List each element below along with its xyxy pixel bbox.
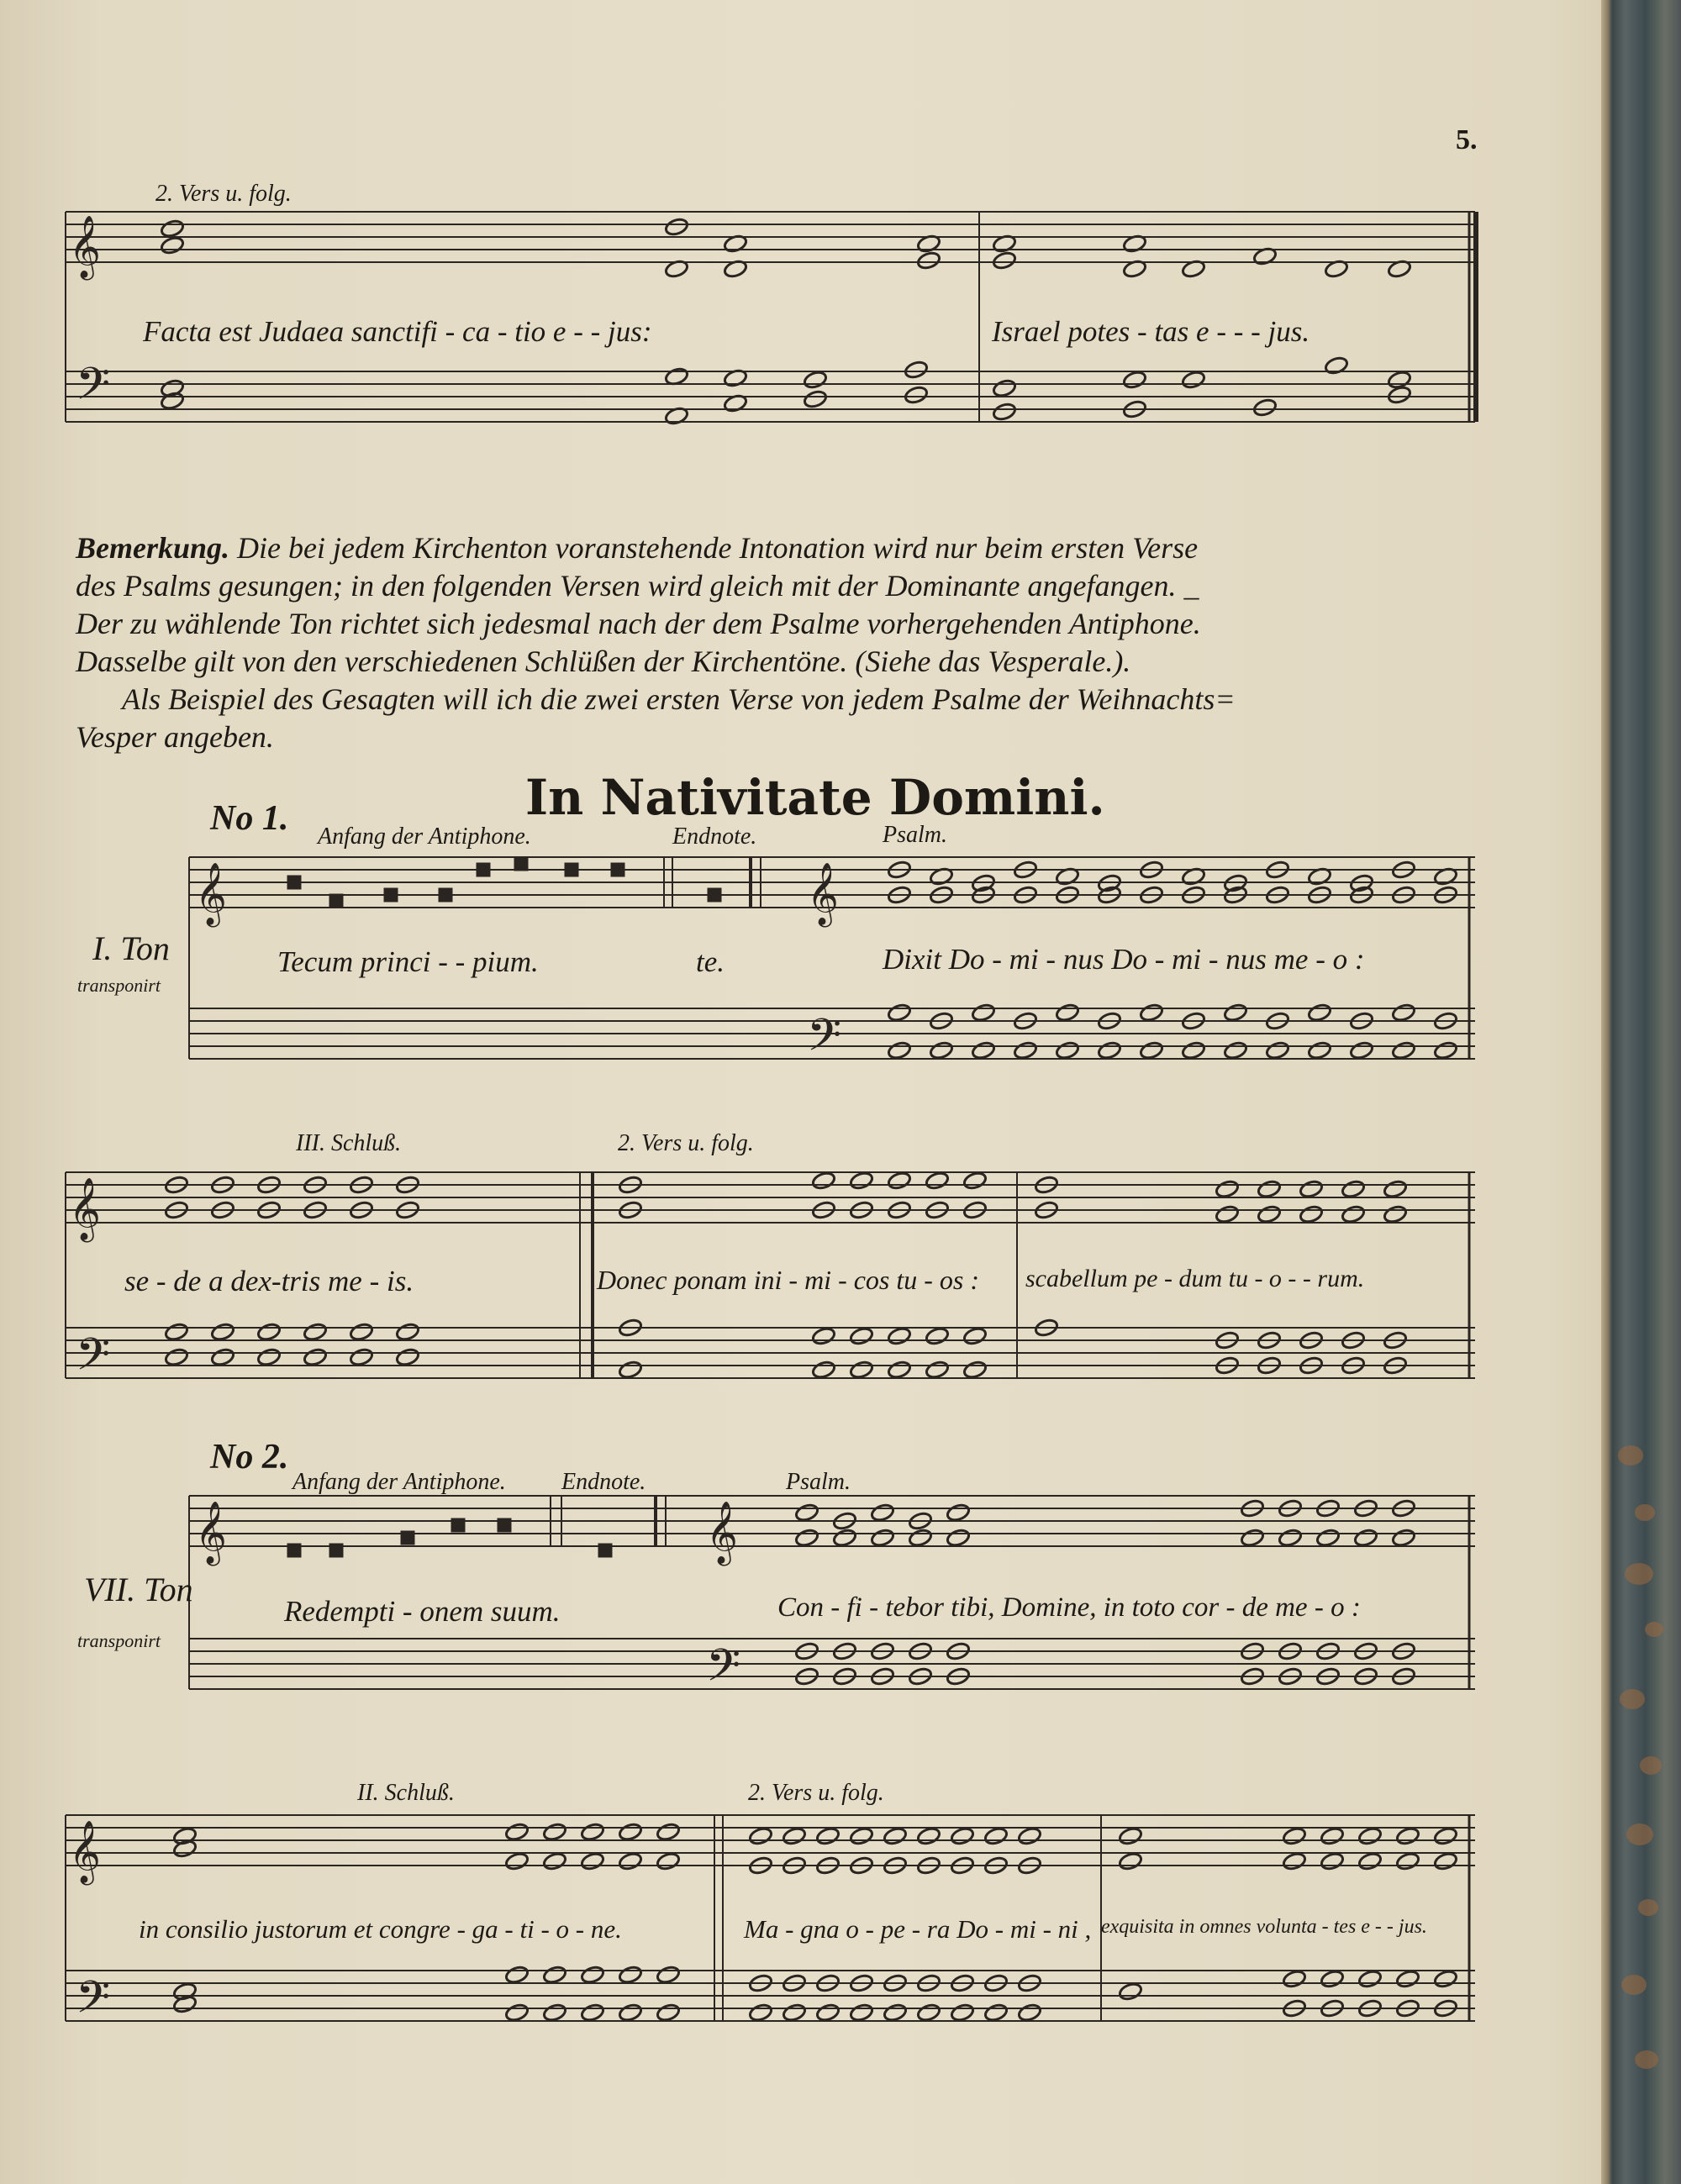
note-head: [1181, 370, 1206, 390]
note-head: [1118, 1851, 1143, 1871]
note-head: [303, 1322, 328, 1342]
note-head: [1299, 1179, 1324, 1199]
note-head: [1282, 1826, 1307, 1846]
note-head: [1118, 1826, 1143, 1846]
square-note: [329, 894, 343, 908]
note-head: [971, 1040, 996, 1060]
note-head: [580, 1851, 605, 1871]
note-head: [748, 2002, 773, 2023]
note-head: [916, 2002, 941, 2023]
note-head: [887, 1360, 912, 1380]
system5-lyrics-c: exquisita in omnes volunta - tes e - - jus.: [1101, 1916, 1427, 1938]
note-head: [950, 1826, 975, 1846]
staff-lines: [66, 212, 1476, 2021]
note-head: [962, 1171, 988, 1191]
note-head: [664, 217, 689, 237]
note-head: [504, 2002, 530, 2023]
note-head: [1223, 1040, 1248, 1060]
note-head: [1097, 1040, 1122, 1060]
note-head: [1215, 1179, 1240, 1199]
note-head: [748, 1826, 773, 1846]
note-head: [1320, 1969, 1345, 1989]
note-head: [256, 1322, 282, 1342]
note-head: [656, 1965, 681, 1985]
note-head: [849, 1360, 874, 1380]
note-head: [542, 1965, 567, 1985]
note-head: [1357, 1851, 1383, 1871]
system1-marking: 2. Vers u. folg.: [155, 181, 292, 207]
note-head: [811, 1171, 836, 1191]
square-note: [611, 863, 624, 876]
square-note: [329, 1544, 343, 1557]
note-head: [656, 1851, 681, 1871]
system5-verse-label: 2. Vers u. folg.: [748, 1780, 884, 1806]
note-head: [1395, 1826, 1420, 1846]
note-head: [618, 1822, 643, 1842]
treble-clef: 𝄞: [69, 217, 101, 276]
system3-verse-label: 2. Vers u. folg.: [618, 1130, 754, 1156]
note-head: [904, 360, 929, 380]
note-head: [1341, 1179, 1366, 1199]
note-head: [1278, 1528, 1303, 1548]
bass-clef: 𝄢: [706, 1641, 741, 1701]
note-head: [1433, 1040, 1458, 1060]
note-head: [925, 1360, 950, 1380]
note-head: [950, 2002, 975, 2023]
note-head: [983, 1826, 1009, 1846]
note-head: [803, 389, 828, 409]
note-head: [1055, 1003, 1080, 1023]
note-head: [1017, 1826, 1042, 1846]
note-head: [1282, 1851, 1307, 1871]
note-head: [580, 2002, 605, 2023]
note-head: [1395, 1969, 1420, 1989]
note-head: [916, 1826, 941, 1846]
note-head: [542, 2002, 567, 2023]
remark-title: Bemerkung.: [76, 531, 230, 565]
no2-antiphon-label: Anfang der Antiphone.: [292, 1469, 506, 1495]
treble-clef: 𝄞: [195, 864, 227, 924]
note-head: [883, 1826, 908, 1846]
page-number: 5.: [1456, 124, 1478, 155]
treble-clef: 𝄞: [195, 1502, 227, 1562]
note-head: [887, 1326, 912, 1346]
note-head: [1307, 1003, 1332, 1023]
note-head: [992, 378, 1017, 398]
remark-line-2: des Psalms gesungen; in den folgenden Versen wird gleich mit der Dominante angefangen. _: [76, 569, 1199, 603]
note-head: [656, 2002, 681, 2023]
note-head: [1299, 1204, 1324, 1224]
note-head: [849, 1826, 874, 1846]
note-head: [349, 1347, 374, 1367]
note-head: [811, 1360, 836, 1380]
note-head: [1433, 1851, 1458, 1871]
note-head: [395, 1347, 420, 1367]
note-head: [395, 1322, 420, 1342]
note-head: [349, 1322, 374, 1342]
note-head: [849, 1326, 874, 1346]
system1-lyrics-a: Facta est Judaea sanctifi - ca - tio e - - jus:: [143, 315, 652, 348]
note-head: [303, 1347, 328, 1367]
no1-transposed: transponirt: [77, 975, 161, 996]
note-head: [849, 1171, 874, 1191]
note-heads: [160, 217, 1458, 2023]
note-head: [887, 1040, 912, 1060]
note-head: [1013, 1040, 1038, 1060]
note-head: [1433, 1969, 1458, 1989]
note-head: [1181, 1040, 1206, 1060]
note-head: [504, 1851, 530, 1871]
note-head: [887, 1003, 912, 1023]
no2-antiphon-text: Redempti - onem suum.: [284, 1595, 561, 1628]
note-head: [1353, 1528, 1378, 1548]
note-head: [618, 2002, 643, 2023]
system3-lyrics-c: scabellum pe - dum tu - o - - rum.: [1025, 1265, 1365, 1292]
treble-clef: 𝄞: [706, 1502, 738, 1562]
note-head: [1320, 1851, 1345, 1871]
no2-transposed: transponirt: [77, 1630, 161, 1651]
note-head: [962, 1360, 988, 1380]
note-head: [849, 2002, 874, 2023]
note-head: [904, 385, 929, 405]
remark-line-5: Als Beispiel des Gesagten will ich die zwei ersten Verse von jedem Psalme der Weihnachts=: [122, 682, 1236, 716]
note-head: [1391, 1040, 1416, 1060]
system1-lyrics-b: Israel potes - tas e - - - jus.: [992, 315, 1310, 348]
note-head: [925, 1326, 950, 1346]
square-note: [287, 876, 301, 889]
note-head: [1055, 1040, 1080, 1060]
bass-clef: 𝄢: [76, 1973, 111, 2033]
note-head: [1324, 355, 1349, 376]
square-note: [598, 1544, 612, 1557]
note-head: [618, 1851, 643, 1871]
square-note: [565, 863, 578, 876]
bass-clef: 𝄢: [807, 1011, 842, 1071]
no1-psalm-label: Psalm.: [883, 822, 947, 848]
note-head: [542, 1822, 567, 1842]
no1-tone: I. Ton: [92, 929, 170, 967]
note-head: [803, 370, 828, 390]
note-head: [210, 1322, 235, 1342]
note-head: [256, 1347, 282, 1367]
note-head: [971, 1003, 996, 1023]
no1-psalm-text: Dixit Do - mi - nus Do - mi - nus me - o :: [883, 943, 1365, 976]
system5-lyrics-b: Ma - gna o - pe - ra Do - mi - ni ,: [744, 1914, 1092, 1944]
note-head: [618, 1360, 643, 1380]
note-head: [992, 402, 1017, 422]
remark-line-6: Vesper angeben.: [76, 720, 274, 754]
note-head: [925, 1171, 950, 1191]
note-head: [794, 1528, 819, 1548]
note-head: [1383, 1179, 1408, 1199]
note-head: [1252, 397, 1278, 418]
square-note: [384, 888, 398, 902]
note-head: [1139, 1003, 1164, 1023]
note-head: [946, 1528, 971, 1548]
bass-clef: 𝄢: [76, 360, 111, 419]
note-head: [1395, 1851, 1420, 1871]
note-head: [815, 2002, 840, 2023]
note-head: [1223, 1003, 1248, 1023]
no1-endnote-text: te.: [696, 945, 725, 978]
note-head: [782, 1826, 807, 1846]
note-head: [210, 1347, 235, 1367]
note-head: [962, 1326, 988, 1346]
note-head: [832, 1528, 857, 1548]
note-head: [580, 1822, 605, 1842]
no1-antiphon-label: Anfang der Antiphone.: [318, 824, 531, 850]
note-head: [1357, 1969, 1383, 1989]
note-head: [1017, 2002, 1042, 2023]
note-head: [160, 218, 185, 239]
note-head: [916, 250, 941, 271]
clefs: [69, 217, 841, 2033]
note-head: [1282, 1969, 1307, 1989]
square-note: [498, 1518, 511, 1532]
no2-psalm-text: Con - fi - tebor tibi, Domine, in toto cor - de me - o :: [777, 1592, 1361, 1623]
system3-cadence-label: III. Schluß.: [296, 1130, 402, 1156]
note-head: [1307, 1040, 1332, 1060]
remark-line-1: Bemerkung. Die bei jedem Kirchenton voranstehende Intonation wird nur beim ersten Verse: [76, 531, 1199, 565]
note-head: [929, 1040, 954, 1060]
note-head: [887, 1171, 912, 1191]
note-head: [1349, 1040, 1374, 1060]
note-head: [946, 1502, 971, 1523]
note-head: [1215, 1204, 1240, 1224]
square-note: [514, 857, 528, 871]
note-head: [1265, 1040, 1290, 1060]
no2-endnote-label: Endnote.: [561, 1469, 646, 1495]
note-head: [1320, 1826, 1345, 1846]
treble-clef: 𝄞: [69, 1822, 101, 1881]
note-head: [1383, 1204, 1408, 1224]
note-head: [1139, 1040, 1164, 1060]
square-note: [401, 1531, 414, 1545]
note-head: [983, 2002, 1009, 2023]
note-head: [1433, 1826, 1458, 1846]
note-head: [164, 1322, 189, 1342]
note-head: [1387, 385, 1412, 405]
note-head: [908, 1528, 933, 1548]
remark-line-4: Dasselbe gilt von den verschiedenen Schlüßen der Kirchentöne. (Siehe das Vesperale.).: [76, 645, 1131, 678]
note-head: [542, 1851, 567, 1871]
treble-clef: 𝄞: [69, 1179, 101, 1239]
note-head: [1122, 370, 1147, 390]
no1-antiphon-text: Tecum princi - - pium.: [277, 945, 539, 978]
section-heading: In Nativitate Domini.: [525, 769, 1105, 826]
note-head: [870, 1528, 895, 1548]
treble-clef: 𝄞: [807, 864, 839, 924]
no2-psalm-label: Psalm.: [786, 1469, 851, 1495]
note-head: [1391, 1528, 1416, 1548]
note-head: [504, 1965, 530, 1985]
system3-lyrics-a: se - de a dex-tris me - is.: [124, 1265, 414, 1297]
system3-lyrics-b: Donec ponam ini - mi - cos tu - os :: [597, 1265, 980, 1295]
note-head: [580, 1965, 605, 1985]
note-head: [794, 1502, 819, 1523]
no1-endnote-label: Endnote.: [672, 824, 757, 850]
note-head: [1391, 1003, 1416, 1023]
note-head: [160, 235, 185, 255]
note-head: [1357, 1826, 1383, 1846]
note-head: [870, 1502, 895, 1523]
square-note: [287, 1544, 301, 1557]
note-head: [883, 2002, 908, 2023]
note-head: [815, 1826, 840, 1846]
note-head: [1118, 1981, 1143, 2002]
no1-number: No 1.: [210, 799, 289, 838]
remark-line-3: Der zu wählende Ton richtet sich jedesmal nach der dem Psalme vorhergehenden Antiphone.: [76, 607, 1201, 640]
system5-cadence-label: II. Schluß.: [357, 1780, 455, 1806]
square-note: [439, 888, 452, 902]
note-head: [992, 250, 1017, 271]
note-head: [1257, 1179, 1282, 1199]
note-head: [1240, 1528, 1265, 1548]
note-head: [504, 1822, 530, 1842]
no2-number: No 2.: [210, 1438, 289, 1476]
note-head: [1341, 1204, 1366, 1224]
system5-lyrics-a: in consilio justorum et congre - ga - ti - o - ne.: [139, 1914, 622, 1944]
note-head: [1315, 1528, 1341, 1548]
note-head: [811, 1326, 836, 1346]
remark-block: [76, 529, 1236, 756]
note-head: [618, 1965, 643, 1985]
no2-tone: VII. Ton: [84, 1571, 193, 1608]
square-note: [708, 888, 721, 902]
note-head: [656, 1822, 681, 1842]
square-note: [477, 863, 490, 876]
note-head: [1257, 1204, 1282, 1224]
square-note: [451, 1518, 465, 1532]
note-head: [164, 1347, 189, 1367]
note-head: [782, 2002, 807, 2023]
bass-clef: 𝄢: [76, 1330, 111, 1390]
